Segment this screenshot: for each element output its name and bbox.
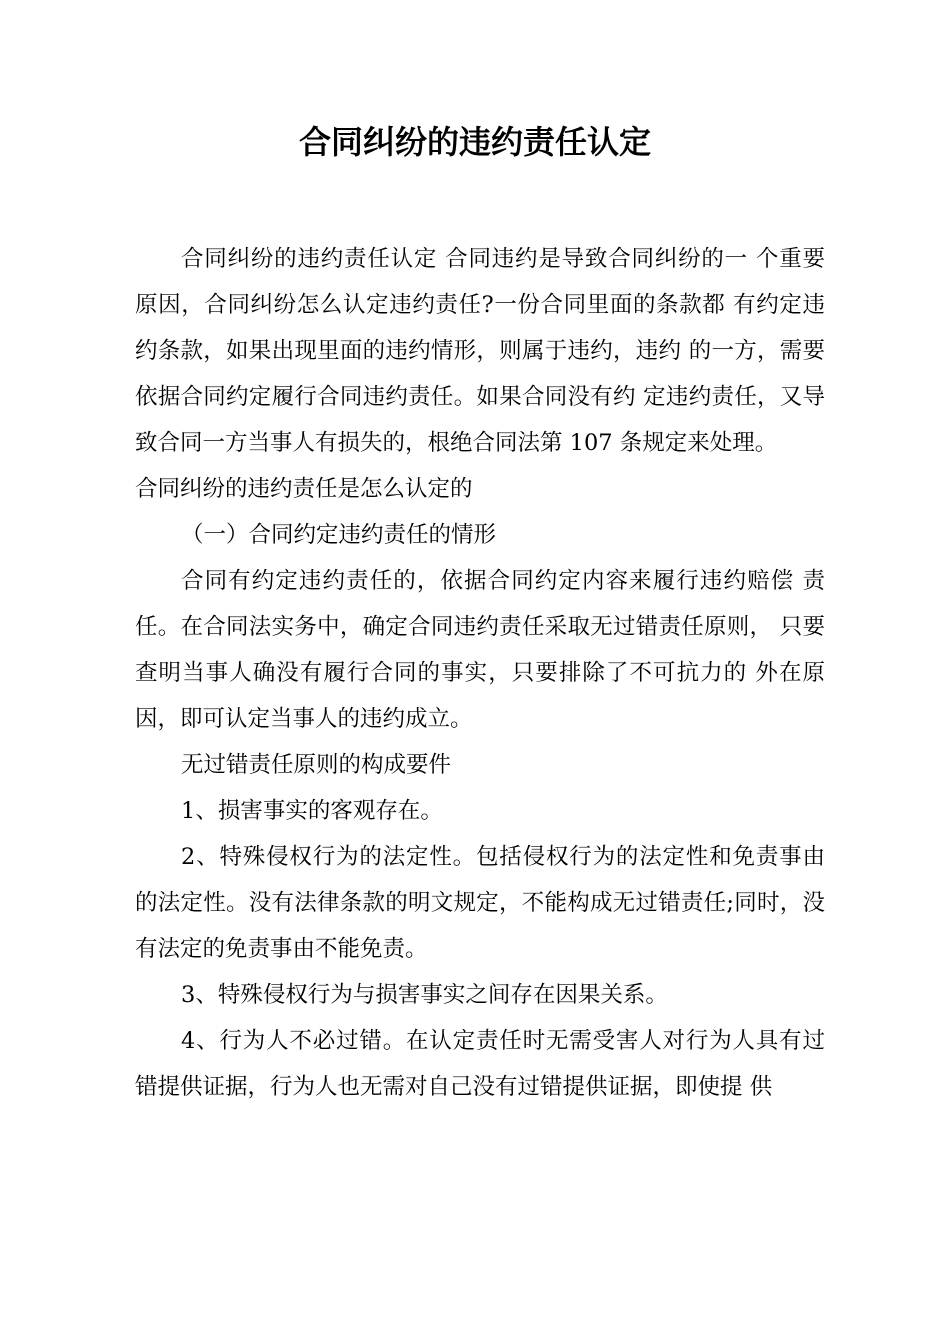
- document-title: 合同纠纷的违约责任认定: [298, 123, 651, 161]
- section-heading: 合同纠纷的违约责任是怎么认定的: [135, 476, 473, 502]
- document-body: [135, 236, 825, 1110]
- list-item: 4、行为人不必过错。在认定责任时无需受害人对行为人具有过错提供证据，行为人也无需对自己没有过错提供证据，即使提 供: [135, 1028, 825, 1100]
- list-item: 2、特殊侵权行为的法定性。包括侵权行为的法定性和免责事由的法定性。没有法律条款的明文规定，不能构成无过错责任;同时，没有法定的免责事由不能免责。: [135, 844, 825, 962]
- list-item: 3、特殊侵权行为与损害事实之间存在因果关系。: [181, 982, 668, 1008]
- paragraph-contract-liability: 合同有约定违约责任的，依据合同约定内容来履行违约赔偿 责任。在合同法实务中，确定合同违约责任采取无过错责任原则， 只要查明当事人确没有履行合同的事实，只要排除了不可抗力的 外在原因，即可认定当事人的违约成立。: [135, 568, 825, 732]
- list-item: 1、损害事实的客观存在。: [181, 798, 443, 824]
- paragraph-intro: 合同纠纷的违约责任认定 合同违约是导致合同纠纷的一 个重要原因，合同纠纷怎么认定违约责任?一份合同里面的条款都 有约定违约条款，如果出现里面的违约情形，则属于违约，违约 的一方，需要依据合同约定履行合同违约责任。如果合同没有约 定违约责任，又导致合同一方当事人有损失的，根绝合同法第 107 条规定来处理。: [135, 246, 825, 456]
- subsection-heading: （一）合同约定违约责任的情形: [181, 522, 497, 548]
- list-heading: 无过错责任原则的构成要件: [181, 752, 452, 778]
